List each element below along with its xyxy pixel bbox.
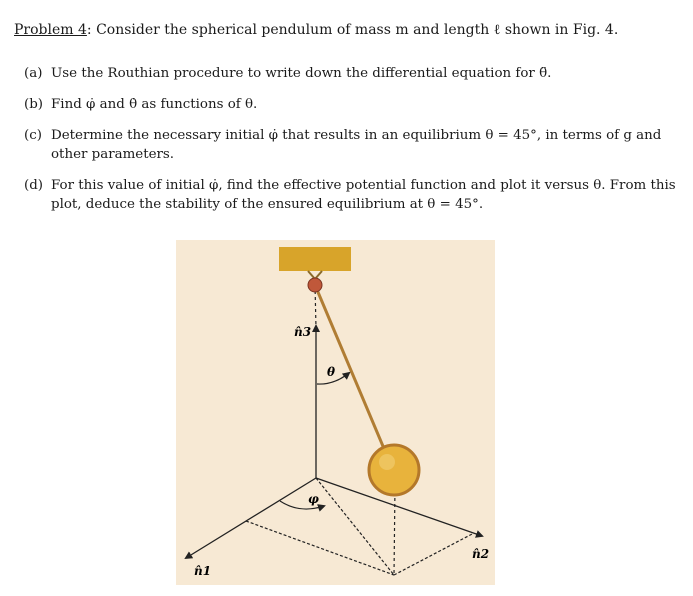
figure-background xyxy=(176,240,495,585)
theta-label: θ xyxy=(327,365,336,379)
part-a xyxy=(24,64,551,83)
part-b-text: Find φ̇ and θ̇ as functions of θ. xyxy=(51,97,258,112)
pendulum-diagram xyxy=(176,240,495,585)
problem-intro: : Consider the spherical pendulum of mass m and length ℓ shown in Fig. 4. xyxy=(86,22,619,38)
bob-highlight xyxy=(379,454,395,470)
ceiling-support xyxy=(279,247,351,271)
pendulum-bob xyxy=(369,445,419,495)
problem-label: Problem 4 xyxy=(14,22,87,38)
part-b xyxy=(24,95,257,114)
pendulum-figure xyxy=(176,240,495,585)
problem-statement xyxy=(14,22,618,39)
n1-label: n̂1 xyxy=(194,564,212,578)
part-d-tag: (d) xyxy=(24,178,44,193)
part-d-line1: For this value of initial φ̇, find the effective potential function and plot it versus θ. From this xyxy=(51,178,676,193)
part-a-text: Use the Routhian procedure to write down the differential equation for θ̈. xyxy=(51,66,552,81)
part-c-line2: other parameters. xyxy=(51,147,175,162)
n2-label: n̂2 xyxy=(472,547,490,561)
part-c-line1: Determine the necessary initial φ̇ that results in an equilibrium θ = 45°, in terms of g and xyxy=(51,128,662,143)
part-d-line2: plot, deduce the stability of the ensured equilibrium at θ = 45°. xyxy=(51,197,484,212)
part-a-tag: (a) xyxy=(24,66,43,81)
part-d xyxy=(24,176,676,214)
phi-label: φ xyxy=(308,492,319,506)
part-c xyxy=(24,126,661,164)
part-b-tag: (b) xyxy=(24,97,44,112)
part-c-tag: (c) xyxy=(24,128,42,143)
pivot-joint xyxy=(308,278,322,292)
n3-label: n̂3 xyxy=(294,325,312,339)
